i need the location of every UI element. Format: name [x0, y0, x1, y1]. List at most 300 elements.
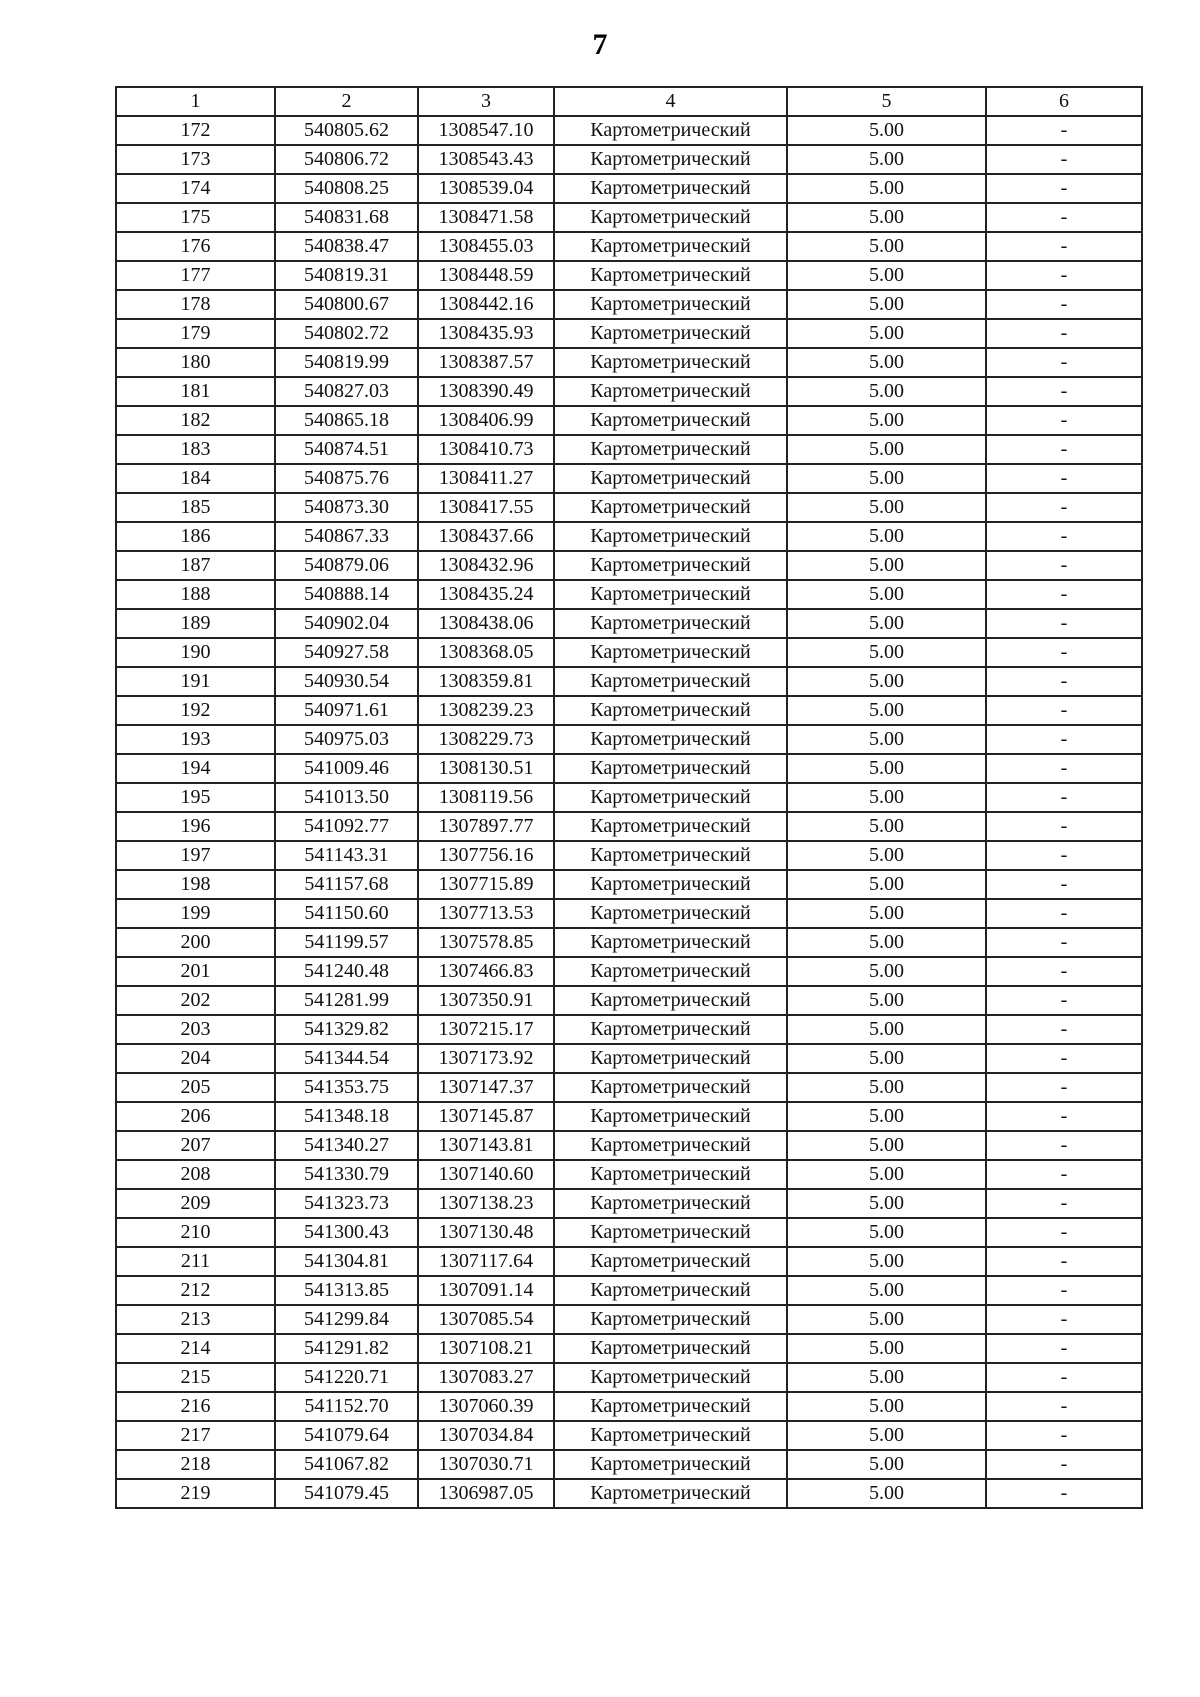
table-row — [116, 203, 1142, 232]
table-cell-col-2: 540800.67 — [275, 290, 418, 319]
table-cell-col-3: 1308539.04 — [418, 174, 554, 203]
table-cell-col-3: 1308471.58 — [418, 203, 554, 232]
table-row — [116, 1102, 1142, 1131]
table-cell-col-3: 1307140.60 — [418, 1160, 554, 1189]
table-cell-col-1: 213 — [116, 1305, 275, 1334]
table-cell-col-1: 215 — [116, 1363, 275, 1392]
table-cell-col-2: 540827.03 — [275, 377, 418, 406]
table-cell-col-3: 1307130.48 — [418, 1218, 554, 1247]
table-cell-col-2: 540874.51 — [275, 435, 418, 464]
table-row — [116, 261, 1142, 290]
table-cell-col-3: 1308432.96 — [418, 551, 554, 580]
table-cell-col-4: Картометрический — [554, 1218, 787, 1247]
table-cell-col-1: 210 — [116, 1218, 275, 1247]
table-cell-col-4: Картометрический — [554, 348, 787, 377]
table-cell-col-1: 205 — [116, 1073, 275, 1102]
table-cell-col-4: Картометрический — [554, 551, 787, 580]
table-cell-col-1: 181 — [116, 377, 275, 406]
table-cell-col-6: - — [986, 725, 1142, 754]
table-cell-col-3: 1308435.93 — [418, 319, 554, 348]
table-row — [116, 783, 1142, 812]
table-cell-col-1: 206 — [116, 1102, 275, 1131]
table-cell-col-2: 540838.47 — [275, 232, 418, 261]
table-cell-col-5: 5.00 — [787, 290, 986, 319]
table-cell-col-3: 1308359.81 — [418, 667, 554, 696]
table-cell-col-1: 175 — [116, 203, 275, 232]
table-row — [116, 1334, 1142, 1363]
table-row — [116, 696, 1142, 725]
table-cell-col-4: Картометрический — [554, 667, 787, 696]
table-cell-col-4: Картометрический — [554, 1044, 787, 1073]
table-cell-col-4: Картометрический — [554, 1305, 787, 1334]
table-cell-col-5: 5.00 — [787, 783, 986, 812]
table-cell-col-1: 214 — [116, 1334, 275, 1363]
table-cell-col-1: 189 — [116, 609, 275, 638]
table-row — [116, 464, 1142, 493]
table-row — [116, 551, 1142, 580]
table-cell-col-1: 196 — [116, 812, 275, 841]
table-cell-col-6: - — [986, 1102, 1142, 1131]
table-cell-col-6: - — [986, 899, 1142, 928]
table-cell-col-6: - — [986, 406, 1142, 435]
table-cell-col-1: 201 — [116, 957, 275, 986]
table-row — [116, 1450, 1142, 1479]
table-cell-col-5: 5.00 — [787, 1421, 986, 1450]
table-cell-col-4: Картометрический — [554, 725, 787, 754]
table-cell-col-1: 173 — [116, 145, 275, 174]
table-cell-col-2: 540975.03 — [275, 725, 418, 754]
table-cell-col-1: 219 — [116, 1479, 275, 1508]
table-cell-col-2: 540831.68 — [275, 203, 418, 232]
table-row — [116, 957, 1142, 986]
table-cell-col-3: 1307145.87 — [418, 1102, 554, 1131]
header-row — [116, 87, 1142, 116]
table-cell-col-3: 1308130.51 — [418, 754, 554, 783]
table-cell-col-3: 1307350.91 — [418, 986, 554, 1015]
table-cell-col-2: 540971.61 — [275, 696, 418, 725]
table-cell-col-2: 541340.27 — [275, 1131, 418, 1160]
table-cell-col-2: 541152.70 — [275, 1392, 418, 1421]
table-cell-col-5: 5.00 — [787, 232, 986, 261]
table-cell-col-2: 541067.82 — [275, 1450, 418, 1479]
table-cell-col-6: - — [986, 174, 1142, 203]
table-cell-col-4: Картометрический — [554, 609, 787, 638]
table-cell-col-5: 5.00 — [787, 261, 986, 290]
table-row — [116, 232, 1142, 261]
table-cell-col-3: 1307143.81 — [418, 1131, 554, 1160]
table-row — [116, 1247, 1142, 1276]
table-cell-col-1: 188 — [116, 580, 275, 609]
table-cell-col-5: 5.00 — [787, 1479, 986, 1508]
table-cell-col-2: 541291.82 — [275, 1334, 418, 1363]
table-cell-col-2: 540819.99 — [275, 348, 418, 377]
table-cell-col-6: - — [986, 1218, 1142, 1247]
table-cell-col-3: 1307085.54 — [418, 1305, 554, 1334]
table-cell-col-5: 5.00 — [787, 522, 986, 551]
table-cell-col-3: 1307083.27 — [418, 1363, 554, 1392]
table-row — [116, 174, 1142, 203]
table-cell-col-6: - — [986, 1160, 1142, 1189]
table-cell-col-4: Картометрический — [554, 377, 787, 406]
table-cell-col-2: 541329.82 — [275, 1015, 418, 1044]
table-cell-col-1: 193 — [116, 725, 275, 754]
table-cell-col-5: 5.00 — [787, 580, 986, 609]
table-cell-col-4: Картометрический — [554, 783, 787, 812]
table-cell-col-2: 541220.71 — [275, 1363, 418, 1392]
table-cell-col-2: 540819.31 — [275, 261, 418, 290]
table-cell-col-5: 5.00 — [787, 1073, 986, 1102]
table-cell-col-6: - — [986, 290, 1142, 319]
table-cell-col-6: - — [986, 1247, 1142, 1276]
table-row — [116, 1392, 1142, 1421]
table-row — [116, 986, 1142, 1015]
table-cell-col-4: Картометрический — [554, 812, 787, 841]
table-cell-col-4: Картометрический — [554, 116, 787, 145]
table-cell-col-2: 540873.30 — [275, 493, 418, 522]
table-cell-col-4: Картометрический — [554, 1276, 787, 1305]
table-cell-col-3: 1307108.21 — [418, 1334, 554, 1363]
table-cell-col-4: Картометрический — [554, 870, 787, 899]
table-cell-col-5: 5.00 — [787, 1334, 986, 1363]
table-cell-col-5: 5.00 — [787, 435, 986, 464]
table-cell-col-6: - — [986, 667, 1142, 696]
table-cell-col-2: 541079.64 — [275, 1421, 418, 1450]
table-row — [116, 841, 1142, 870]
table-cell-col-1: 194 — [116, 754, 275, 783]
table-cell-col-2: 541344.54 — [275, 1044, 418, 1073]
table-cell-col-5: 5.00 — [787, 145, 986, 174]
table-cell-col-5: 5.00 — [787, 1160, 986, 1189]
table-cell-col-1: 191 — [116, 667, 275, 696]
table-cell-col-6: - — [986, 1131, 1142, 1160]
table-row — [116, 754, 1142, 783]
table-cell-col-1: 204 — [116, 1044, 275, 1073]
table-cell-col-3: 1308438.06 — [418, 609, 554, 638]
table-cell-col-2: 541150.60 — [275, 899, 418, 928]
table-row — [116, 725, 1142, 754]
table-row — [116, 870, 1142, 899]
table-cell-col-4: Картометрический — [554, 1421, 787, 1450]
table-row — [116, 1479, 1142, 1508]
table-row — [116, 580, 1142, 609]
table-cell-col-2: 541313.85 — [275, 1276, 418, 1305]
table-cell-col-2: 540927.58 — [275, 638, 418, 667]
table-row — [116, 435, 1142, 464]
table-cell-col-1: 212 — [116, 1276, 275, 1305]
table-cell-col-4: Картометрический — [554, 1073, 787, 1102]
table-cell-col-4: Картометрический — [554, 232, 787, 261]
table-cell-col-5: 5.00 — [787, 174, 986, 203]
table-body — [116, 116, 1142, 1508]
table-cell-col-1: 179 — [116, 319, 275, 348]
table-cell-col-4: Картометрический — [554, 1189, 787, 1218]
table-row — [116, 1276, 1142, 1305]
table-cell-col-2: 541353.75 — [275, 1073, 418, 1102]
table-cell-col-6: - — [986, 1305, 1142, 1334]
table-cell-col-4: Картометрический — [554, 290, 787, 319]
table-cell-col-6: - — [986, 928, 1142, 957]
table-cell-col-4: Картометрический — [554, 580, 787, 609]
table-cell-col-6: - — [986, 696, 1142, 725]
table-cell-col-4: Картометрический — [554, 203, 787, 232]
table-cell-col-3: 1308239.23 — [418, 696, 554, 725]
table-cell-col-6: - — [986, 1363, 1142, 1392]
table-cell-col-4: Картометрический — [554, 899, 787, 928]
table-cell-col-6: - — [986, 1479, 1142, 1508]
table-cell-col-3: 1307897.77 — [418, 812, 554, 841]
table-cell-col-5: 5.00 — [787, 1189, 986, 1218]
table-cell-col-6: - — [986, 377, 1142, 406]
table-cell-col-4: Картометрический — [554, 261, 787, 290]
table-cell-col-3: 1307091.14 — [418, 1276, 554, 1305]
header-col-5: 5 — [787, 87, 986, 116]
table-row — [116, 377, 1142, 406]
table-cell-col-4: Картометрический — [554, 638, 787, 667]
table-cell-col-2: 540805.62 — [275, 116, 418, 145]
table-cell-col-3: 1307138.23 — [418, 1189, 554, 1218]
page-number: 7 — [592, 28, 608, 61]
table-row — [116, 348, 1142, 377]
table-cell-col-1: 209 — [116, 1189, 275, 1218]
table-cell-col-3: 1306987.05 — [418, 1479, 554, 1508]
table-cell-col-6: - — [986, 145, 1142, 174]
table-cell-col-4: Картометрический — [554, 928, 787, 957]
table-cell-col-4: Картометрический — [554, 1131, 787, 1160]
table-cell-col-3: 1307466.83 — [418, 957, 554, 986]
table-cell-col-1: 177 — [116, 261, 275, 290]
table-cell-col-2: 540808.25 — [275, 174, 418, 203]
table-cell-col-4: Картометрический — [554, 841, 787, 870]
table-cell-col-2: 541157.68 — [275, 870, 418, 899]
table-cell-col-2: 541281.99 — [275, 986, 418, 1015]
table-cell-col-2: 541079.45 — [275, 1479, 418, 1508]
table-cell-col-4: Картометрический — [554, 522, 787, 551]
table-cell-col-2: 541013.50 — [275, 783, 418, 812]
table-cell-col-1: 190 — [116, 638, 275, 667]
table-cell-col-4: Картометрический — [554, 754, 787, 783]
table-cell-col-2: 541299.84 — [275, 1305, 418, 1334]
table-cell-col-2: 540888.14 — [275, 580, 418, 609]
table-cell-col-5: 5.00 — [787, 377, 986, 406]
table-row — [116, 406, 1142, 435]
table-cell-col-4: Картометрический — [554, 1479, 787, 1508]
table-cell-col-2: 541240.48 — [275, 957, 418, 986]
table-cell-col-6: - — [986, 551, 1142, 580]
table-cell-col-4: Картометрический — [554, 406, 787, 435]
table-cell-col-6: - — [986, 1044, 1142, 1073]
table-cell-col-3: 1308417.55 — [418, 493, 554, 522]
table-row — [116, 638, 1142, 667]
table-cell-col-5: 5.00 — [787, 348, 986, 377]
table-cell-col-6: - — [986, 522, 1142, 551]
table-cell-col-5: 5.00 — [787, 1363, 986, 1392]
table-cell-col-5: 5.00 — [787, 406, 986, 435]
table-cell-col-2: 541199.57 — [275, 928, 418, 957]
table-cell-col-1: 183 — [116, 435, 275, 464]
table-cell-col-1: 195 — [116, 783, 275, 812]
table-cell-col-5: 5.00 — [787, 841, 986, 870]
table-cell-col-3: 1307215.17 — [418, 1015, 554, 1044]
table-row — [116, 1421, 1142, 1450]
table-cell-col-1: 182 — [116, 406, 275, 435]
table-cell-col-6: - — [986, 812, 1142, 841]
table-cell-col-2: 540867.33 — [275, 522, 418, 551]
table-cell-col-2: 540802.72 — [275, 319, 418, 348]
table-cell-col-3: 1308437.66 — [418, 522, 554, 551]
table-cell-col-3: 1308410.73 — [418, 435, 554, 464]
table-cell-col-5: 5.00 — [787, 754, 986, 783]
table-cell-col-5: 5.00 — [787, 493, 986, 522]
table-cell-col-1: 186 — [116, 522, 275, 551]
table-cell-col-4: Картометрический — [554, 1392, 787, 1421]
table-cell-col-4: Картометрический — [554, 464, 787, 493]
table-row — [116, 899, 1142, 928]
table-cell-col-5: 5.00 — [787, 986, 986, 1015]
table-cell-col-1: 218 — [116, 1450, 275, 1479]
table-cell-col-6: - — [986, 580, 1142, 609]
table-cell-col-5: 5.00 — [787, 319, 986, 348]
table-row — [116, 928, 1142, 957]
table-row — [116, 145, 1142, 174]
table-cell-col-6: - — [986, 841, 1142, 870]
table-cell-col-6: - — [986, 754, 1142, 783]
table-cell-col-4: Картометрический — [554, 1015, 787, 1044]
table-cell-col-2: 541330.79 — [275, 1160, 418, 1189]
table-cell-col-2: 541323.73 — [275, 1189, 418, 1218]
table-cell-col-5: 5.00 — [787, 725, 986, 754]
table-cell-col-4: Картометрический — [554, 957, 787, 986]
table-cell-col-6: - — [986, 464, 1142, 493]
table-cell-col-6: - — [986, 1334, 1142, 1363]
table-cell-col-2: 540806.72 — [275, 145, 418, 174]
table-cell-col-3: 1308543.43 — [418, 145, 554, 174]
table-cell-col-1: 198 — [116, 870, 275, 899]
table-cell-col-2: 540865.18 — [275, 406, 418, 435]
table-cell-col-3: 1307060.39 — [418, 1392, 554, 1421]
table-cell-col-1: 178 — [116, 290, 275, 319]
table-row — [116, 493, 1142, 522]
table-cell-col-1: 184 — [116, 464, 275, 493]
table-row — [116, 1189, 1142, 1218]
table-cell-col-5: 5.00 — [787, 1392, 986, 1421]
table-cell-col-1: 180 — [116, 348, 275, 377]
table-cell-col-3: 1308390.49 — [418, 377, 554, 406]
table-cell-col-5: 5.00 — [787, 957, 986, 986]
table-cell-col-6: - — [986, 1276, 1142, 1305]
table-cell-col-1: 187 — [116, 551, 275, 580]
table-cell-col-2: 540879.06 — [275, 551, 418, 580]
table-cell-col-6: - — [986, 1450, 1142, 1479]
table-cell-col-1: 202 — [116, 986, 275, 1015]
header-col-1: 1 — [116, 87, 275, 116]
table-cell-col-5: 5.00 — [787, 667, 986, 696]
table-cell-col-5: 5.00 — [787, 609, 986, 638]
table-row — [116, 609, 1142, 638]
coordinates-table — [115, 86, 1143, 1509]
table-cell-col-1: 172 — [116, 116, 275, 145]
table-cell-col-3: 1308387.57 — [418, 348, 554, 377]
header-col-6: 6 — [986, 87, 1142, 116]
table-cell-col-5: 5.00 — [787, 116, 986, 145]
table-cell-col-1: 217 — [116, 1421, 275, 1450]
table-cell-col-3: 1308455.03 — [418, 232, 554, 261]
table-cell-col-2: 541009.46 — [275, 754, 418, 783]
table-cell-col-3: 1308411.27 — [418, 464, 554, 493]
table-cell-col-6: - — [986, 957, 1142, 986]
table-cell-col-4: Картометрический — [554, 1450, 787, 1479]
table-cell-col-4: Картометрический — [554, 145, 787, 174]
table-cell-col-6: - — [986, 1189, 1142, 1218]
table-row — [116, 1073, 1142, 1102]
table-cell-col-3: 1307713.53 — [418, 899, 554, 928]
table-cell-col-5: 5.00 — [787, 464, 986, 493]
table-cell-col-5: 5.00 — [787, 551, 986, 580]
table-cell-col-6: - — [986, 261, 1142, 290]
table-cell-col-3: 1307715.89 — [418, 870, 554, 899]
table-cell-col-1: 197 — [116, 841, 275, 870]
table-cell-col-6: - — [986, 232, 1142, 261]
table-cell-col-5: 5.00 — [787, 1247, 986, 1276]
table-cell-col-1: 211 — [116, 1247, 275, 1276]
table-cell-col-4: Картометрический — [554, 319, 787, 348]
table-cell-col-5: 5.00 — [787, 696, 986, 725]
table-row — [116, 1363, 1142, 1392]
table-row — [116, 812, 1142, 841]
table-row — [116, 319, 1142, 348]
table-row — [116, 522, 1142, 551]
table-cell-col-3: 1307117.64 — [418, 1247, 554, 1276]
table-cell-col-3: 1307578.85 — [418, 928, 554, 957]
table-cell-col-6: - — [986, 1392, 1142, 1421]
table-cell-col-5: 5.00 — [787, 1131, 986, 1160]
table-cell-col-6: - — [986, 1073, 1142, 1102]
table-row — [116, 1218, 1142, 1247]
table-cell-col-4: Картометрический — [554, 1160, 787, 1189]
table-cell-col-4: Картометрический — [554, 1247, 787, 1276]
table-cell-col-4: Картометрический — [554, 174, 787, 203]
table-cell-col-5: 5.00 — [787, 1305, 986, 1334]
table-cell-col-4: Картометрический — [554, 696, 787, 725]
table-cell-col-3: 1308229.73 — [418, 725, 554, 754]
table-cell-col-1: 185 — [116, 493, 275, 522]
table-cell-col-5: 5.00 — [787, 1015, 986, 1044]
table-cell-col-6: - — [986, 116, 1142, 145]
table-header — [116, 87, 1142, 116]
table-cell-col-5: 5.00 — [787, 1218, 986, 1247]
table-row — [116, 290, 1142, 319]
table-cell-col-3: 1308547.10 — [418, 116, 554, 145]
table-row — [116, 1131, 1142, 1160]
table-cell-col-3: 1308119.56 — [418, 783, 554, 812]
table-cell-col-3: 1307030.71 — [418, 1450, 554, 1479]
table-cell-col-5: 5.00 — [787, 203, 986, 232]
table-cell-col-1: 200 — [116, 928, 275, 957]
table-row — [116, 1015, 1142, 1044]
table-cell-col-6: - — [986, 783, 1142, 812]
table-cell-col-4: Картометрический — [554, 1102, 787, 1131]
table-cell-col-5: 5.00 — [787, 1102, 986, 1131]
table-cell-col-3: 1307756.16 — [418, 841, 554, 870]
table-cell-col-3: 1308368.05 — [418, 638, 554, 667]
table-cell-col-4: Картометрический — [554, 1334, 787, 1363]
table-cell-col-1: 174 — [116, 174, 275, 203]
table-cell-col-2: 541300.43 — [275, 1218, 418, 1247]
table-row — [116, 1305, 1142, 1334]
table-cell-col-6: - — [986, 609, 1142, 638]
table-cell-col-3: 1307147.37 — [418, 1073, 554, 1102]
table-cell-col-4: Картометрический — [554, 493, 787, 522]
table-cell-col-1: 192 — [116, 696, 275, 725]
